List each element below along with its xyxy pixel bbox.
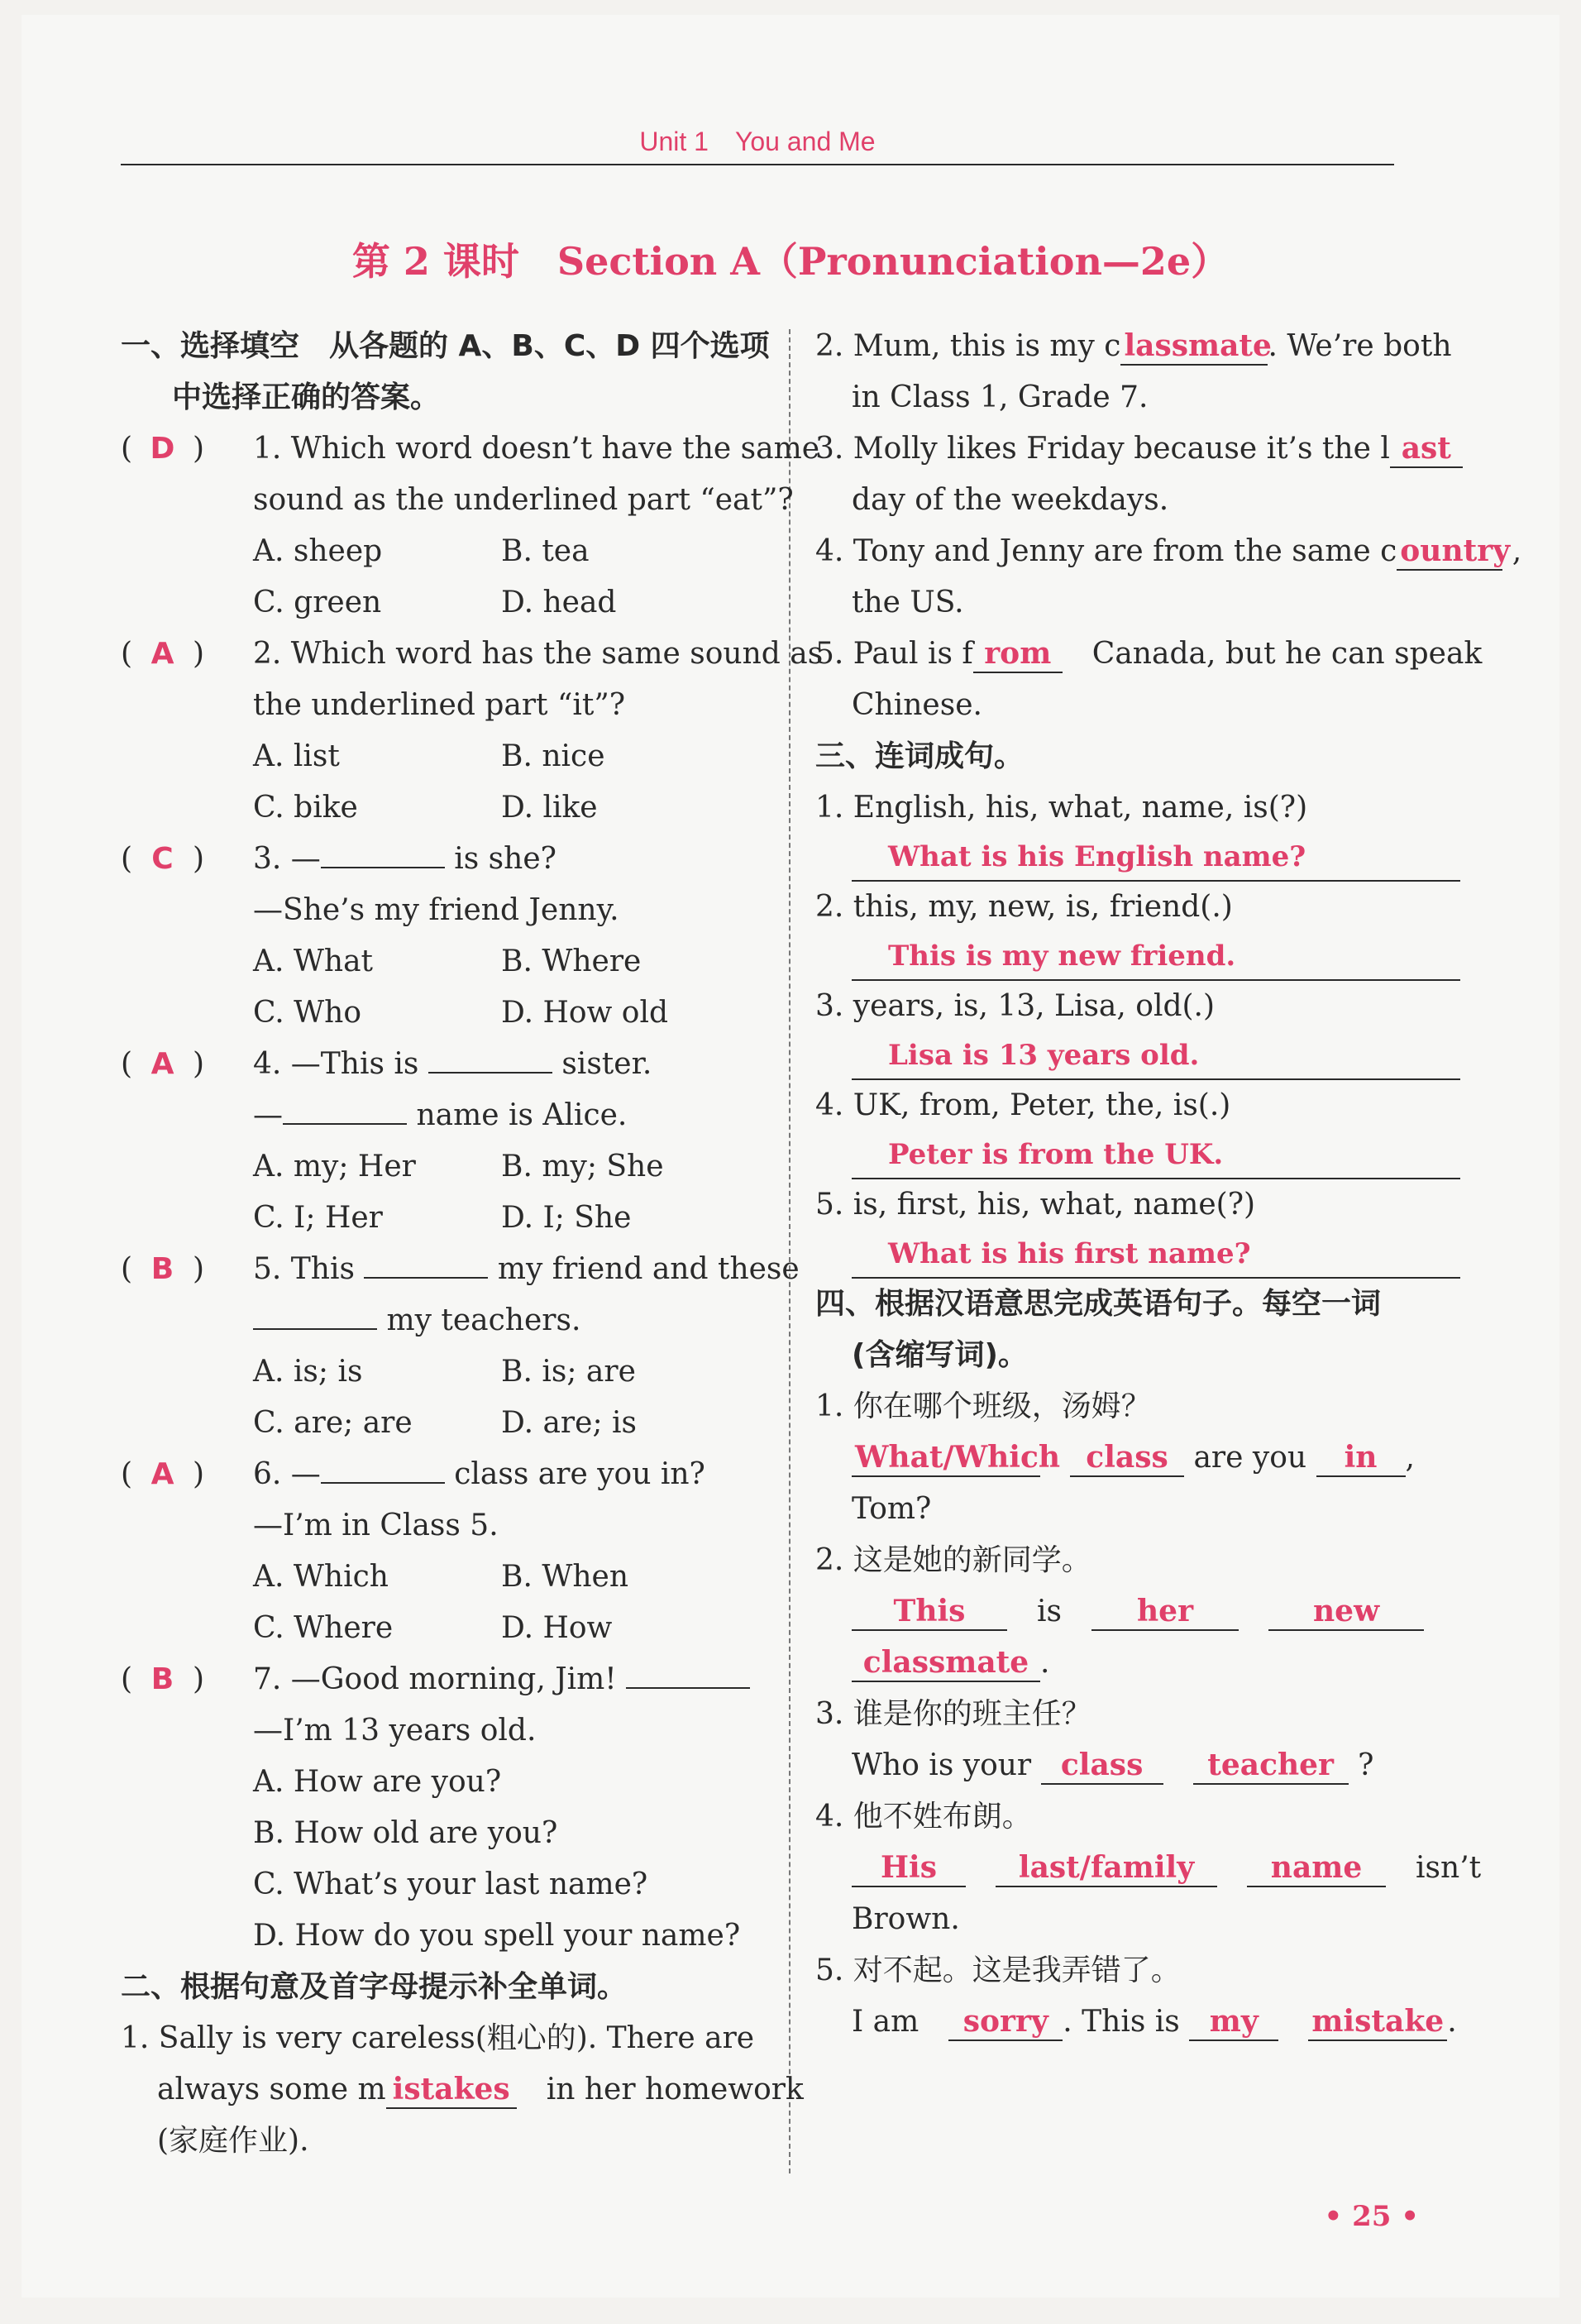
sec4-item-3 — [815, 1689, 1460, 1791]
sentence-text: isn’t — [1416, 1851, 1482, 1885]
question-text: 2. Which word has the same sound as — [253, 637, 824, 671]
question-text: 6. — — [253, 1457, 321, 1491]
item-text: the US. — [852, 586, 964, 619]
answer-fill: His — [852, 1849, 966, 1887]
item-text: . We’re both — [1268, 329, 1452, 363]
question-6 — [121, 1449, 782, 1654]
sec2-item-3 — [815, 423, 1460, 526]
answer-fill: istakes — [386, 2071, 517, 2109]
option-b: B. Where — [501, 944, 642, 978]
answer-line: Peter is from the UK. — [852, 1131, 1460, 1179]
question-5 — [121, 1244, 800, 1449]
answer-letter: C — [151, 842, 174, 876]
item-text: 1. Sally is very careless(粗心的). There are — [121, 2021, 755, 2055]
scrambled-words: 5. is, first, his, what, name(?) — [815, 1188, 1256, 1222]
option-c: C. What’s your last name? — [253, 1867, 648, 1901]
answer-fill: sorry — [948, 2003, 1063, 2041]
answer-blank — [321, 1449, 445, 1484]
answer-blank — [626, 1654, 750, 1689]
section-1-heading — [121, 321, 782, 423]
question-7 — [121, 1654, 782, 1962]
question-3 — [121, 834, 782, 1039]
question-text-cont: —She’s my friend Jenny. — [253, 893, 619, 927]
answer-fill: rom — [973, 635, 1063, 673]
answer-letter: B — [150, 1662, 174, 1696]
question-text-cont: —I’m 13 years old. — [253, 1714, 537, 1748]
answer-paren: ( A ) — [121, 629, 253, 680]
worksheet-page — [21, 15, 1560, 2298]
sec4-item-5 — [815, 1945, 1460, 2048]
question-text: sister. — [561, 1047, 652, 1081]
item-text: always some m — [157, 2073, 386, 2106]
question-text-cont: sound as the underlined part “eat”? — [253, 483, 794, 517]
option-d: D. I; She — [501, 1201, 632, 1235]
question-text: 7. —Good morning, Jim! — [253, 1662, 617, 1696]
answer-fill: name — [1247, 1849, 1386, 1887]
item-text: Canada, but he can speak — [1091, 637, 1483, 671]
item-text: 2. Mum, this is my c — [815, 329, 1121, 363]
answer-blank — [428, 1039, 552, 1074]
option-b: B. tea — [501, 534, 590, 568]
chinese-prompt: 2. 这是她的新同学。 — [815, 1543, 1091, 1577]
question-text-cont: —I’m in Class 5. — [253, 1509, 499, 1542]
answer-fill: my — [1189, 2003, 1278, 2041]
section-1-heading-line2: 中选择正确的答案。 — [172, 380, 441, 414]
question-text: class are you in? — [454, 1457, 705, 1491]
sentence-text: Tom? — [852, 1492, 932, 1526]
answer-blank — [283, 1090, 407, 1125]
answer-line: What is his English name? — [852, 834, 1460, 882]
answer-fill: class — [1041, 1747, 1163, 1785]
item-text: 3. Molly likes Friday because it’s the l — [815, 432, 1390, 466]
option-a: A. How are you? — [253, 1765, 502, 1799]
answer-fill: lassmate — [1120, 328, 1268, 366]
sec2-item-4 — [815, 526, 1522, 629]
option-c: C. bike — [253, 791, 358, 825]
item-text: 5. Paul is f — [815, 637, 973, 671]
answer-paren: ( C ) — [121, 834, 253, 885]
sentence-text: ? — [1358, 1748, 1374, 1782]
option-b: B. When — [501, 1560, 629, 1594]
sec3-item-5 — [815, 1179, 1460, 1279]
question-text-cont: the underlined part “it”? — [253, 688, 626, 722]
scrambled-words: 2. this, my, new, is, friend(.) — [815, 890, 1233, 924]
option-b: B. nice — [501, 739, 605, 773]
answer-fill: mistake — [1308, 2003, 1447, 2041]
scrambled-words: 4. UK, from, Peter, the, is(.) — [815, 1088, 1231, 1122]
sec4-item-1 — [815, 1381, 1460, 1535]
answer-letter: A — [150, 637, 174, 671]
section-3-heading: 三、连词成句。 — [815, 739, 1025, 773]
answer-fill: ast — [1390, 430, 1463, 468]
answer-letter: D — [150, 432, 175, 466]
sec2-item-2 — [815, 321, 1460, 423]
sentence-text: , — [1405, 1441, 1415, 1475]
item-text: (家庭作业). — [157, 2124, 309, 2158]
option-d: D. How do you spell your name? — [253, 1919, 741, 1953]
option-b: B. How old are you? — [253, 1816, 558, 1850]
sentence-text: Who is your — [852, 1748, 1032, 1782]
item-text: , — [1512, 534, 1522, 568]
answer-fill: classmate — [852, 1644, 1040, 1682]
answer-paren: ( B ) — [121, 1654, 253, 1705]
answer-blank — [321, 834, 445, 868]
option-a: A. is; is — [253, 1355, 363, 1389]
header-text: Unit 1 You and Me — [639, 127, 876, 156]
question-text: — — [253, 1098, 283, 1132]
answer-paren: ( B ) — [121, 1244, 253, 1295]
sentence-text: I am — [852, 2005, 919, 2039]
answer-paren: ( A ) — [121, 1449, 253, 1500]
question-text: 1. Which word doesn’t have the same — [253, 432, 820, 466]
sec4-item-2 — [815, 1535, 1460, 1689]
answer-fill: in — [1316, 1439, 1406, 1477]
answer-fill: her — [1091, 1593, 1239, 1631]
option-d: D. like — [501, 791, 598, 825]
sentence-text: are you — [1193, 1441, 1307, 1475]
answer-fill: teacher — [1193, 1747, 1349, 1785]
answer-fill: ountry — [1397, 533, 1502, 571]
chinese-prompt: 5. 对不起。这是我弄错了。 — [815, 1953, 1181, 1987]
answer-line: What is his first name? — [852, 1231, 1460, 1279]
question-1 — [121, 423, 820, 629]
option-a: A. What — [253, 944, 374, 978]
answer-fill: new — [1268, 1593, 1424, 1631]
sentence-text: Brown. — [852, 1902, 960, 1936]
answer-paren: ( D ) — [121, 423, 253, 475]
option-c: C. Where — [253, 1611, 394, 1645]
section-4-heading-line2: (含缩写词)。 — [852, 1338, 1028, 1372]
option-c: C. I; Her — [253, 1201, 383, 1235]
option-d: D. are; is — [501, 1406, 638, 1440]
page-number: • 25 • — [1324, 2200, 1419, 2233]
option-c: C. green — [253, 586, 382, 619]
section-4-heading-line1: 四、根据汉语意思完成英语句子。每空一词 — [815, 1287, 1382, 1321]
option-a: A. Which — [253, 1560, 389, 1594]
answer-line: This is my new friend. — [852, 933, 1460, 981]
sentence-text: . — [1040, 1646, 1050, 1680]
item-text: in Class 1, Grade 7. — [852, 380, 1149, 414]
sentence-text: . — [1447, 2005, 1457, 2039]
question-text: my teachers. — [386, 1303, 581, 1337]
question-text: is she? — [454, 842, 556, 876]
item-text: Chinese. — [852, 688, 982, 722]
section-4-heading — [815, 1279, 1460, 1381]
scrambled-words: 1. English, his, what, name, is(?) — [815, 791, 1308, 825]
sec2-item-1 — [121, 2013, 804, 2167]
chinese-prompt: 4. 他不姓布朗。 — [815, 1800, 1032, 1834]
question-text: 5. This — [253, 1252, 355, 1286]
lesson-title: 第 2 课时 Section A（Pronunciation—2e） — [351, 239, 1230, 284]
question-text: my friend and these — [497, 1252, 800, 1286]
right-column — [815, 321, 1522, 2048]
sec3-item-2 — [815, 882, 1460, 981]
answer-fill: This — [852, 1593, 1007, 1631]
left-column — [121, 321, 824, 2167]
option-d: D. head — [501, 586, 617, 619]
question-text: name is Alice. — [416, 1098, 628, 1132]
answer-fill: class — [1070, 1439, 1184, 1477]
item-text: day of the weekdays. — [852, 483, 1169, 517]
answer-letter: A — [150, 1047, 174, 1081]
answer-blank — [253, 1295, 377, 1330]
sec4-item-4 — [815, 1791, 1482, 1945]
answer-blank — [364, 1244, 488, 1279]
question-text: 3. — — [253, 842, 321, 876]
option-b: B. my; She — [501, 1150, 664, 1184]
answer-fill: last/family — [996, 1849, 1217, 1887]
item-text: 4. Tony and Jenny are from the same c — [815, 534, 1397, 568]
section-1-heading-line1: 一、选择填空 从各题的 A、B、C、D 四个选项 — [121, 329, 770, 363]
item-text: in her homework — [546, 2073, 804, 2106]
sec3-item-1 — [815, 782, 1460, 882]
chinese-prompt: 3. 谁是你的班主任？ — [815, 1697, 1091, 1731]
chinese-prompt: 1. 你在哪个班级，汤姆？ — [815, 1389, 1151, 1423]
sec2-item-5 — [815, 629, 1483, 731]
question-text: 4. —This is — [253, 1047, 419, 1081]
option-d: D. How — [501, 1611, 613, 1645]
sec3-item-3 — [815, 981, 1460, 1080]
option-c: C. are; are — [253, 1406, 413, 1440]
option-b: B. is; are — [501, 1355, 636, 1389]
sec3-item-4 — [815, 1080, 1460, 1179]
answer-paren: ( A ) — [121, 1039, 253, 1090]
option-a: A. my; Her — [253, 1150, 416, 1184]
sentence-text: is — [1037, 1595, 1063, 1628]
answer-line: Lisa is 13 years old. — [852, 1032, 1460, 1080]
option-c: C. Who — [253, 996, 362, 1030]
scrambled-words: 3. years, is, 13, Lisa, old(.) — [815, 989, 1216, 1023]
answer-letter: B — [150, 1252, 174, 1286]
question-2 — [121, 629, 824, 834]
sentence-text: . This is — [1063, 2005, 1180, 2039]
option-a: A. sheep — [253, 534, 383, 568]
option-a: A. list — [253, 739, 340, 773]
answer-fill: What/Which — [852, 1439, 1040, 1477]
answer-letter: A — [150, 1457, 174, 1491]
option-d: D. How old — [501, 996, 669, 1030]
section-2-heading: 二、根据句意及首字母提示补全单词。 — [121, 1970, 628, 2004]
question-4 — [121, 1039, 782, 1244]
running-header — [121, 114, 1394, 165]
